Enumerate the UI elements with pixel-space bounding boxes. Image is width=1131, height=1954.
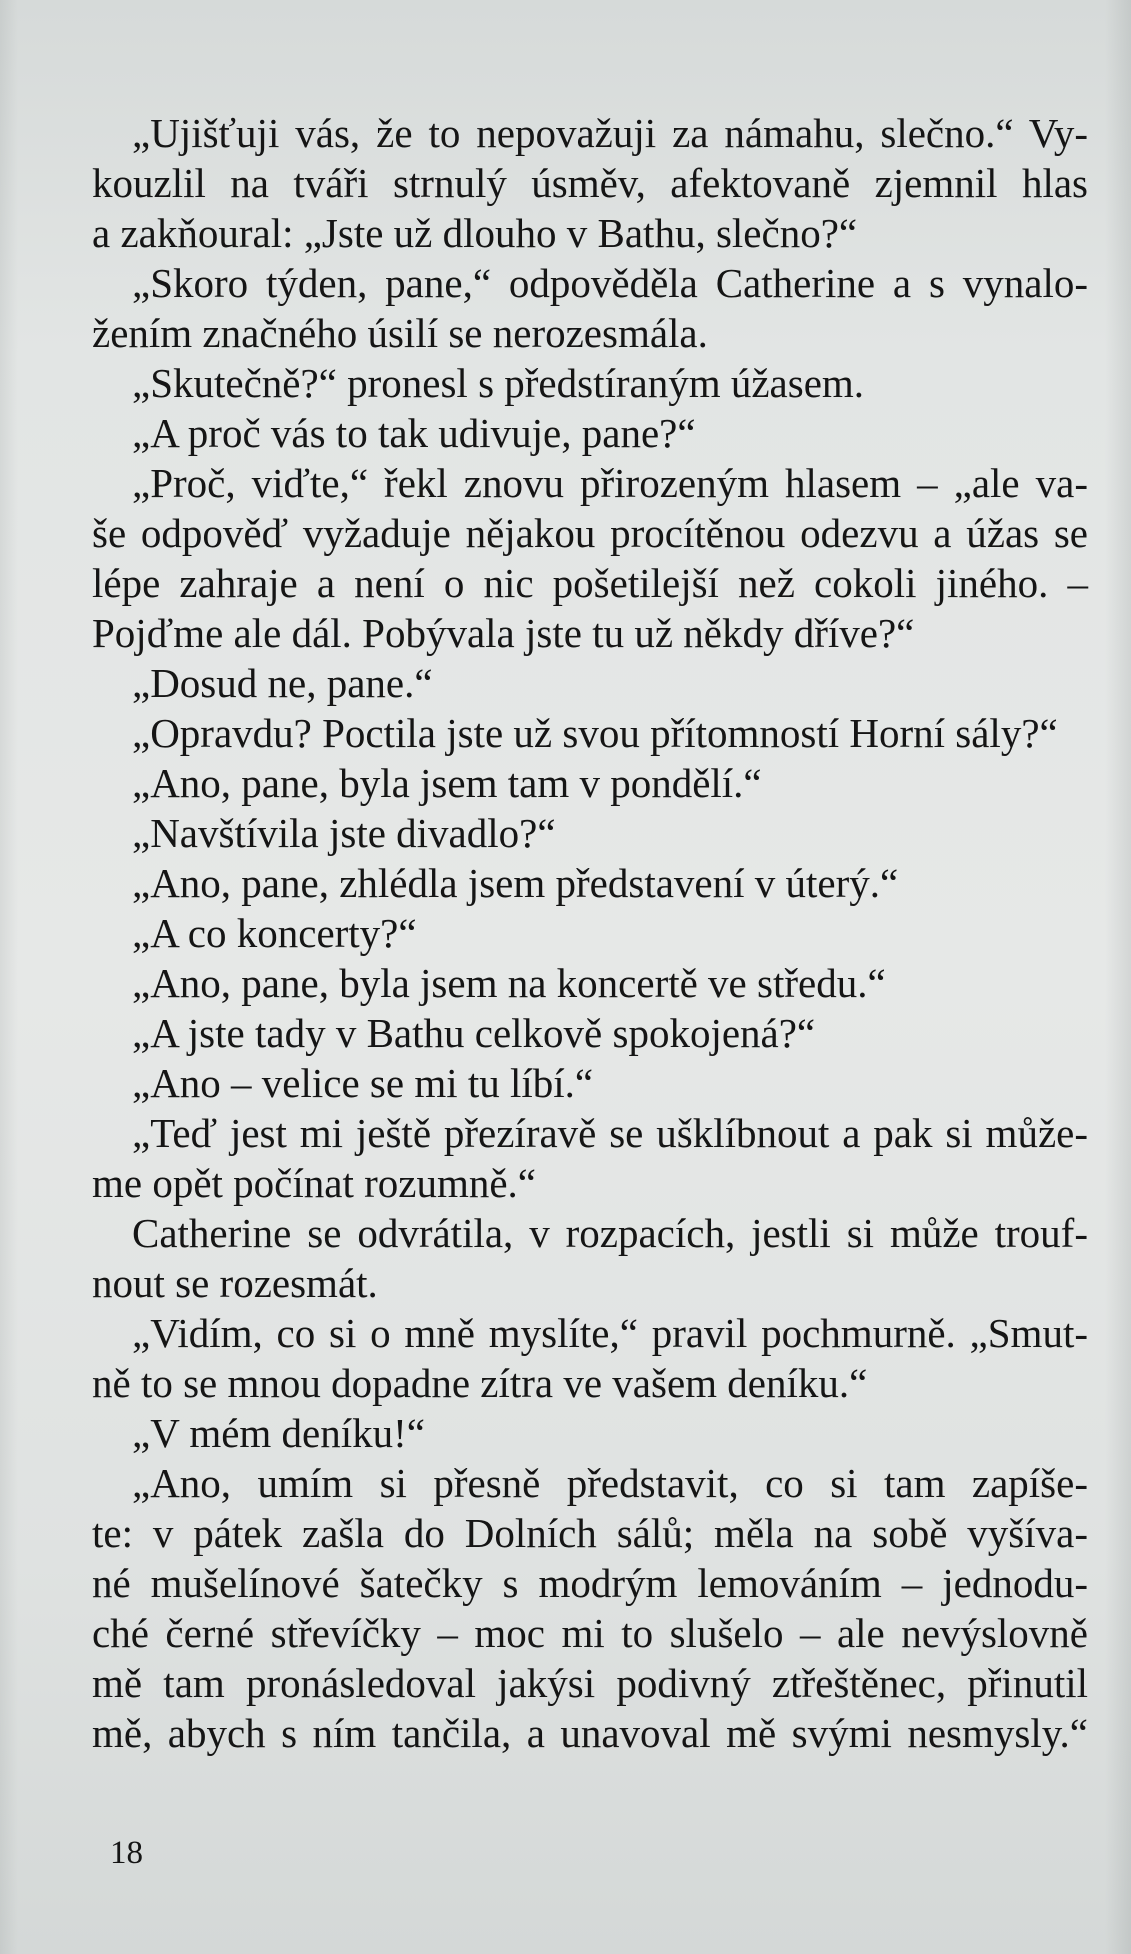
text-line: „A jste tady v Bathu celkově spokojená?“ <box>132 1010 816 1056</box>
text-line: nout se rozesmát. <box>92 1260 378 1306</box>
text-line: „Opravdu? Poctila jste už svou přítomností Horní sály?“ <box>132 710 1058 756</box>
text-line: me opět počínat rozumně.“ <box>92 1160 536 1206</box>
text-line: Catherine se odvrátila, v rozpacích, jestli si může trouf- <box>132 1210 1088 1256</box>
page-shadow-right <box>1105 0 1131 1954</box>
text-line: „Ujišťuji vás, že to nepovažuji za námahu, slečno.“ Vy- <box>132 110 1088 156</box>
text-line: še odpověď vyžaduje nějakou procítěnou odezvu a úžas se <box>92 510 1088 556</box>
page-shadow-left <box>0 0 18 1954</box>
text-line: te: v pátek zašla do Dolních sálů; měla na sobě vyšíva- <box>92 1510 1088 1556</box>
text-line: „Ano, umím si přesně představit, co si tam zapíše- <box>132 1460 1088 1506</box>
text-line: „Ano – velice se mi tu líbí.“ <box>132 1060 594 1106</box>
text-line: a zakňoural: „Jste už dlouho v Bathu, slečno?“ <box>92 210 858 256</box>
text-line: „A co koncerty?“ <box>132 910 417 956</box>
text-line: „Dosud ne, pane.“ <box>132 660 433 706</box>
text-line: né mušelínové šatečky s modrým lemováním – jednodu- <box>92 1560 1088 1606</box>
body-text <box>92 108 1088 1758</box>
text-line: „Skoro týden, pane,“ odpověděla Catherine a s vynalo- <box>132 260 1088 306</box>
text-line: „Vidím, co si o mně myslíte,“ pravil pochmurně. „Smut- <box>132 1310 1088 1356</box>
text-line: ché černé střevíčky – moc mi to slušelo – ale nevýslovně <box>92 1610 1088 1656</box>
text-line: „Ano, pane, zhlédla jsem představení v úterý.“ <box>132 860 899 906</box>
text-line: lépe zahraje a není o nic pošetilejší než cokoli jiného. – <box>92 560 1088 606</box>
text-line: „Ano, pane, byla jsem na koncertě ve středu.“ <box>132 960 886 1006</box>
text-line: ně to se mnou dopadne zítra ve vašem deníku.“ <box>92 1360 868 1406</box>
page-number: 18 <box>110 1835 143 1871</box>
text-line: „Teď jest mi ještě přezíravě se ušklíbnout a pak si může- <box>132 1110 1088 1156</box>
text-line: „V mém deníku!“ <box>132 1410 425 1456</box>
text-line: žením značného úsilí se nerozesmála. <box>92 310 708 356</box>
text-line: mě, abych s ním tančila, a unavoval mě svými nesmysly.“ <box>92 1710 1088 1756</box>
text-line: kouzlil na tváři strnulý úsměv, afektovaně zjemnil hlas <box>92 160 1088 206</box>
text-line: Pojďme ale dál. Pobývala jste tu už někdy dříve?“ <box>92 610 915 656</box>
text-line: „Skutečně?“ pronesl s předstíraným úžasem. <box>132 360 865 406</box>
text-line: „Proč, viďte,“ řekl znovu přirozeným hlasem – „ale va- <box>132 460 1088 506</box>
text-line: „Ano, pane, byla jsem tam v pondělí.“ <box>132 760 762 806</box>
text-line: mě tam pronásledoval jakýsi podivný ztřeštěnec, přinutil <box>92 1660 1088 1706</box>
text-line: „A proč vás to tak udivuje, pane?“ <box>132 410 696 456</box>
text-line: „Navštívila jste divadlo?“ <box>132 810 556 856</box>
